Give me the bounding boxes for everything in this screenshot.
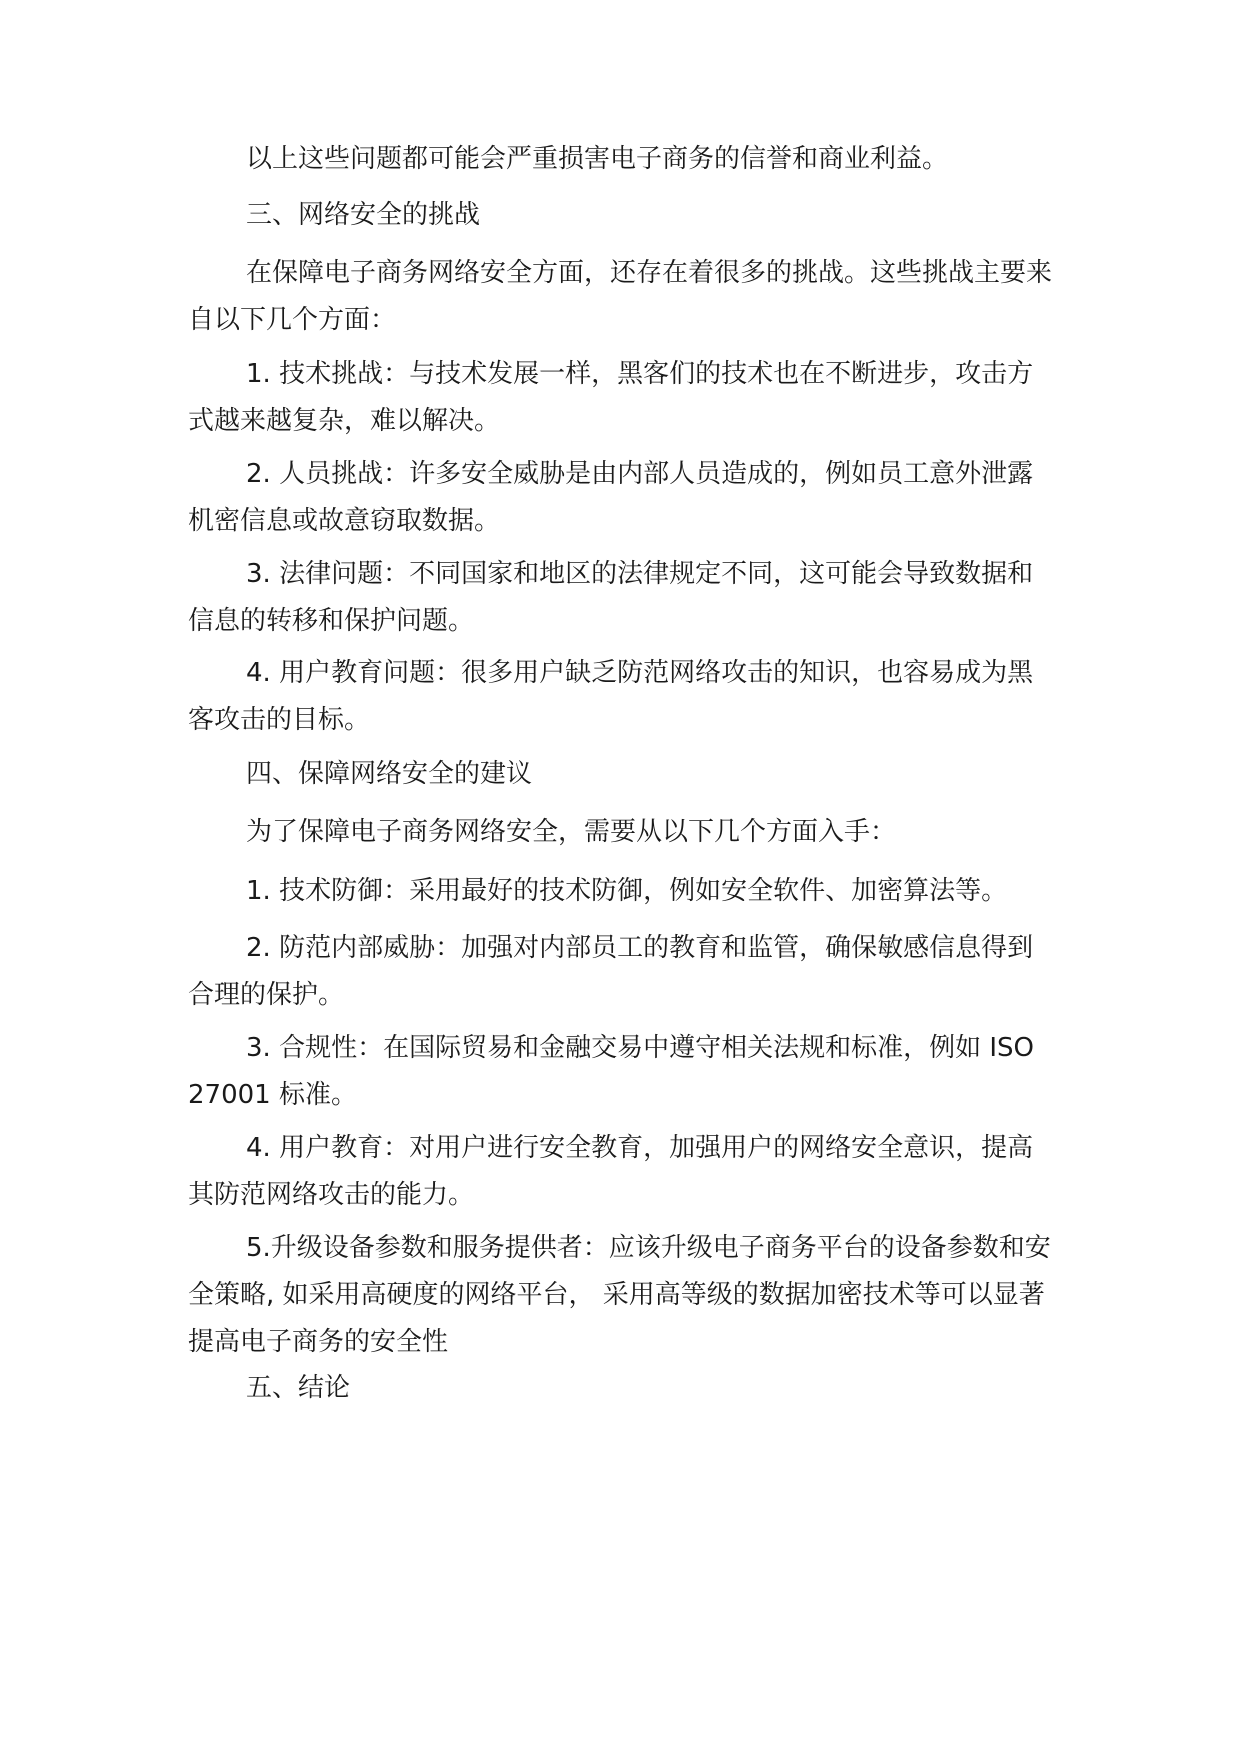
paragraph-summary: 以上这些问题都可能会严重损害电子商务的信誉和商业利益。 bbox=[246, 144, 949, 174]
list-item-legal-issue: 3. 法律问题：不同国家和地区的法律规定不同，这可能会导致数据和信息的转移和保护问题。 bbox=[188, 559, 1034, 636]
list-item-upgrade-equipment: 5.升级设备参数和服务提供者：应该升级电子商务平台的设备参数和安全策略, 如采用高硬度的网络平台， 采用高等级的数据加密技术等可以显著提高电子商务的安全性 bbox=[188, 1233, 1051, 1357]
list-item-compliance: 3. 合规性：在国际贸易和金融交易中遵守相关法规和标准，例如 ISO 27001 标准。 bbox=[188, 1033, 1034, 1110]
list-item-tech-challenge: 1. 技术挑战：与技术发展一样，黑客们的技术也在不断进步，攻击方式越来越复杂，难以解决。 bbox=[188, 359, 1034, 436]
list-item-staff-challenge: 2. 人员挑战：许多安全威胁是由内部人员造成的，例如员工意外泄露机密信息或故意窃取数据。 bbox=[188, 459, 1034, 536]
list-item-user-education-issue: 4. 用户教育问题：很多用户缺乏防范网络攻击的知识，也容易成为黑客攻击的目标。 bbox=[188, 658, 1034, 735]
section-heading-3: 三、网络安全的挑战 bbox=[246, 200, 481, 230]
paragraph-challenges-intro: 在保障电子商务网络安全方面，还存在着很多的挑战。这些挑战主要来自以下几个方面： bbox=[188, 258, 1053, 335]
section-heading-5: 五、结论 bbox=[246, 1373, 351, 1403]
paragraph-suggestions-intro: 为了保障电子商务网络安全，需要从以下几个方面入手： bbox=[246, 817, 897, 847]
list-item-tech-defense: 1. 技术防御：采用最好的技术防御，例如安全软件、加密算法等。 bbox=[246, 876, 1008, 906]
section-heading-4: 四、保障网络安全的建议 bbox=[246, 759, 533, 789]
list-item-user-education: 4. 用户教育：对用户进行安全教育，加强用户的网络安全意识，提高其防范网络攻击的能力。 bbox=[188, 1133, 1034, 1210]
list-item-internal-threat: 2. 防范内部威胁：加强对内部员工的教育和监管，确保敏感信息得到合理的保护。 bbox=[188, 933, 1034, 1010]
